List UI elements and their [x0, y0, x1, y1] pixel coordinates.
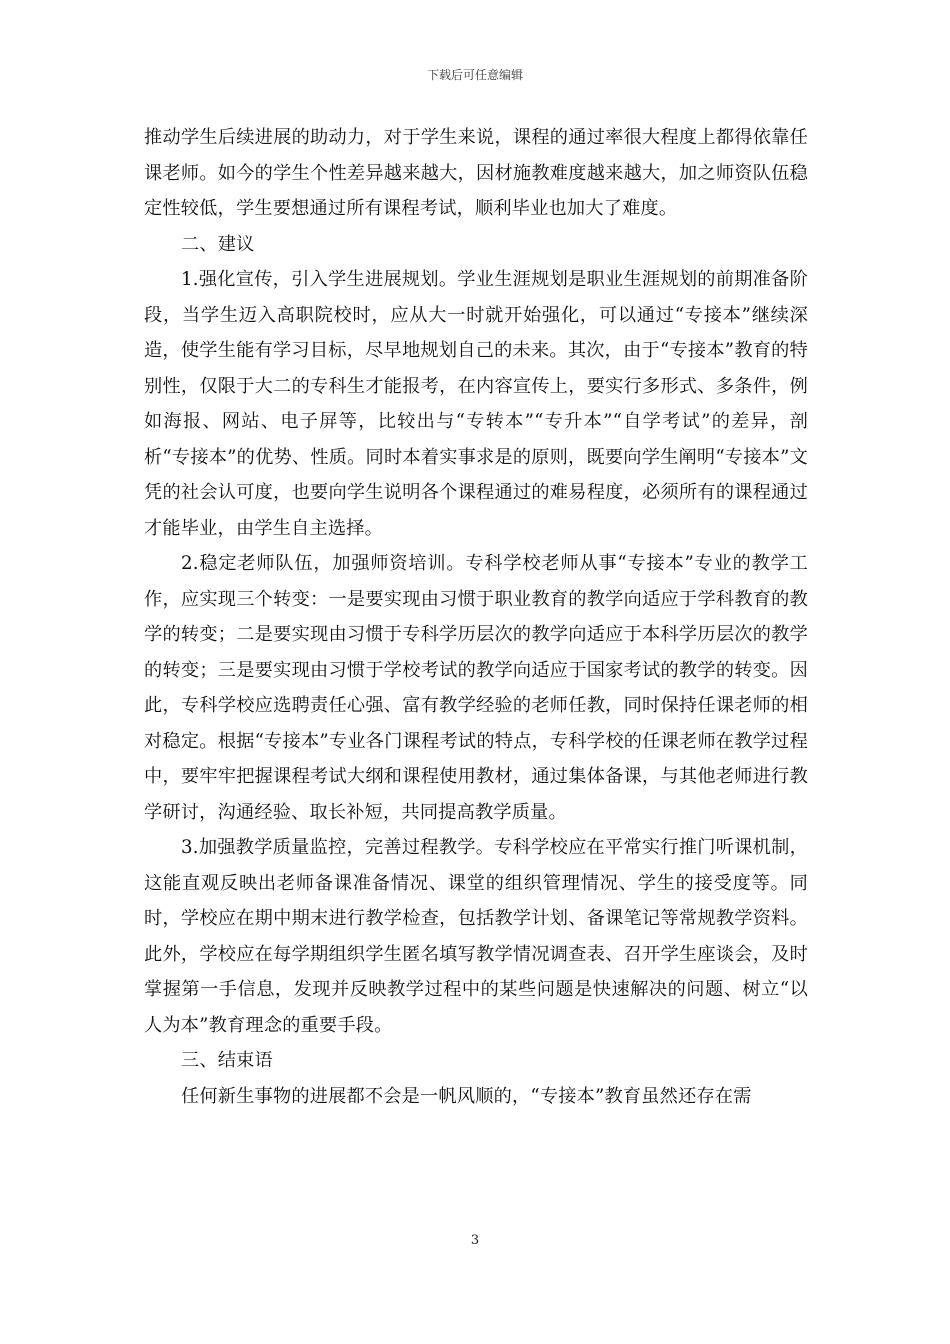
page-number: 3 [470, 1233, 480, 1248]
paragraph: 任何新生事物的进展都不会是一帆风顺的，“专接本”教育虽然还存在需 [181, 1085, 752, 1107]
body-text [144, 120, 808, 1114]
section-heading-conclusion: 三、结束语 [181, 1050, 273, 1071]
page-header: 下载后可任意编辑 [426, 68, 523, 82]
paragraph: 2.稳定老师队伍，加强师资培训。专科学校老师从事“专接本”专业的教学工作，应实现三个转变：一是要实现由习惯于职业教育的教学向适应于学科教育的教学的转变；二是要实现由习惯于专科学历层次的教学向适应于本科学历层次的教学的转变；三是要实现由习惯于学校考试的教学向适应于国家考试的教学的转变。因此，专科学校应选聘责任心强、富有教学经验的老师任教，同时保持任课老师的相对稳定。根据“专接本”专业各门课程考试的特点，专科学校的任课老师在教学过程中，要牢牢把握课程考试大纲和课程使用教材，通过集体备课，与其他老师进行教学研讨，沟通经验、取长补短，共同提高教学质量。 [144, 553, 808, 823]
paragraph: 推动学生后续进展的助动力，对于学生来说，课程的通过率很大程度上都得依靠任课老师。如今的学生个性差异越来越大，因材施教难度越来越大，加之师资队伍稳定性较低，学生要想通过所有课程考试，顺利毕业也加大了难度。 [144, 127, 808, 219]
paragraph: 1.强化宣传，引入学生进展规划。学业生涯规划是职业生涯规划的前期准备阶段，当学生迈入高职院校时，应从大一时就开始强化，可以通过“专接本”继续深造，使学生能有学习目标，尽早地规划自己的未来。其次，由于“专接本”教育的特别性，仅限于大二的专科生才能报考，在内容宣传上，要实行多形式、多条件，例如海报、网站、电子屏等，比较出与“专转本”“专升本”“自学考试”的差异，剖析“专接本”的优势、性质。同时本着实事求是的原则，既要向学生阐明“专接本”文凭的社会认可度，也要向学生说明各个课程通过的难易程度，必须所有的课程通过才能毕业，由学生自主选择。 [144, 269, 808, 539]
paragraph: 3.加强教学质量监控，完善过程教学。专科学校应在平常实行推门听课机制，这能直观反映出老师备课准备情况、课堂的组织管理情况、学生的接受度等。同时，学校应在期中期末进行教学检查，包括教学计划、备课笔记等常规教学资料。此外，学校应在每学期组织学生匿名填写教学情况调查表、召开学生座谈会，及时掌握第一手信息，发现并反映教学过程中的某些问题是快速解决的问题、树立“以人为本”教育理念的重要手段。 [144, 837, 808, 1036]
section-heading-suggestions: 二、建议 [181, 233, 255, 255]
